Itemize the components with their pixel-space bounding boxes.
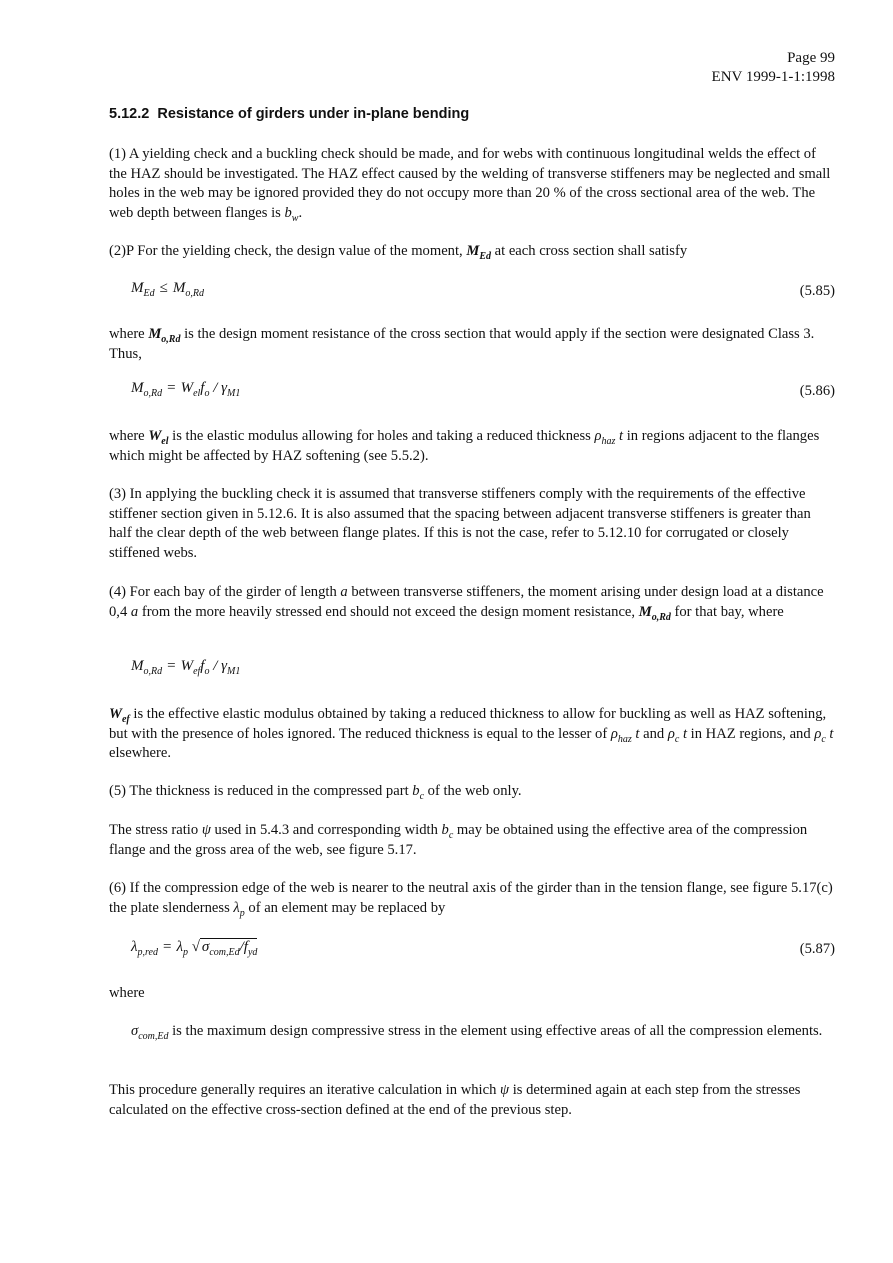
section-title: Resistance of girders under in-plane bending xyxy=(157,106,470,122)
equation-number: (5.87) xyxy=(799,941,835,957)
paragraph-1: (1) A yielding check and a buckling check should be made, and for webs with continuous longitudinal welds the effect of the HAZ should be investigated. The HAZ effect caused by the welding of transverse stiffeners may be neglected and small holes in the web may be ignored provided they do not occupy more than 20 % of the cross sectional area of the web. The web depth between flanges is $b_w$. xyxy=(109,146,831,224)
paragraph-4: where $W_{el}$ is the elastic modulus allowing for holes and taking a reduced thickness $\rho_{haz}$ t in regions adjacent to the flanges which might be affected by HAZ softening (see 5.5.2). xyxy=(109,428,820,464)
section-number: 5.12.2 xyxy=(109,106,150,122)
equation-5-87: $\lambda_{p,red} = \lambda_p$ √ $\sigma_{com,Ed}/f_{yd}$ xyxy=(131,939,258,958)
equation-5-85: $M_{Ed} \le M_{o,Rd}$ xyxy=(131,280,204,299)
equation-number: (5.85) xyxy=(799,283,835,299)
paragraph-11: $\sigma_{com,Ed}$ is the maximum design compressive stress in the element using effective areas of all the compression elements. xyxy=(131,1023,823,1042)
equation-mord-effective: $M_{o,Rd} = W_{ef}f_o / \gamma_{M1}$ xyxy=(131,658,241,677)
paragraph-10: (6) If the compression edge of the web is nearer to the neutral axis of the girder than in the tension flange, see figure 5.17(c) the plate slenderness $\lambda_p$ of an element may be replaced by xyxy=(109,880,833,919)
standard-code: ENV 1999-1-1:1998 xyxy=(711,69,835,85)
equation-5-86: $M_{o,Rd} = W_{el}f_o / \gamma_{M1}$ xyxy=(131,380,241,399)
paragraph-12: This procedure generally requires an iterative calculation in which ψ is determined again at each step from the stresses calculated on the effective cross-section defined at the end of the previous step. xyxy=(109,1082,801,1118)
page-header xyxy=(712,49,835,87)
where-label: where xyxy=(109,985,145,1001)
paragraph-3: where $M_{o,Rd}$ is the design moment resistance of the cross section that would apply if the section were designated Class 3. Thus, xyxy=(109,326,815,362)
paragraph-7: $W_{ef}$ is the effective elastic modulus obtained by taking a reduced thickness to allow for buckling as well as HAZ softening, but with the presence of holes ignored. The reduced thickness is equal to the lesser of $\rho_{haz}$ t and $\rho_c$ t in HAZ regions, and $\rho_c$ t elsewhere. xyxy=(109,706,834,761)
section-heading xyxy=(109,106,469,122)
page-number: Page 99 xyxy=(787,50,835,66)
paragraph-6: (4) For each bay of the girder of length a between transverse stiffeners, the moment arising under design load at a distance 0,4 a from the more heavily stressed end should not exceed the design moment resistance, $M_{o,Rd}$ for that bay, where xyxy=(109,584,824,623)
paragraph-5: (3) In applying the buckling check it is assumed that transverse stiffeners comply with the requirements of the effective stiffener section given in 5.12.6. It is also assumed that the spacing between adjacent transverse stiffeners is greater than half the clear depth of the web between flange plates. If this is not the case, refer to 5.12.10 for corrugated or closely stiffened webs. xyxy=(109,486,811,561)
equation-number: (5.86) xyxy=(799,383,835,399)
paragraph-8: (5) The thickness is reduced in the compressed part $b_c$ of the web only. xyxy=(109,783,522,802)
paragraph-9: The stress ratio ψ used in 5.4.3 and corresponding width $b_c$ may be obtained using the effective area of the compression flange and the gross area of the web, see figure 5.17. xyxy=(109,822,808,858)
paragraph-2: (2)P For the yielding check, the design value of the moment, $M_{Ed}$ at each cross section shall satisfy xyxy=(109,243,688,262)
